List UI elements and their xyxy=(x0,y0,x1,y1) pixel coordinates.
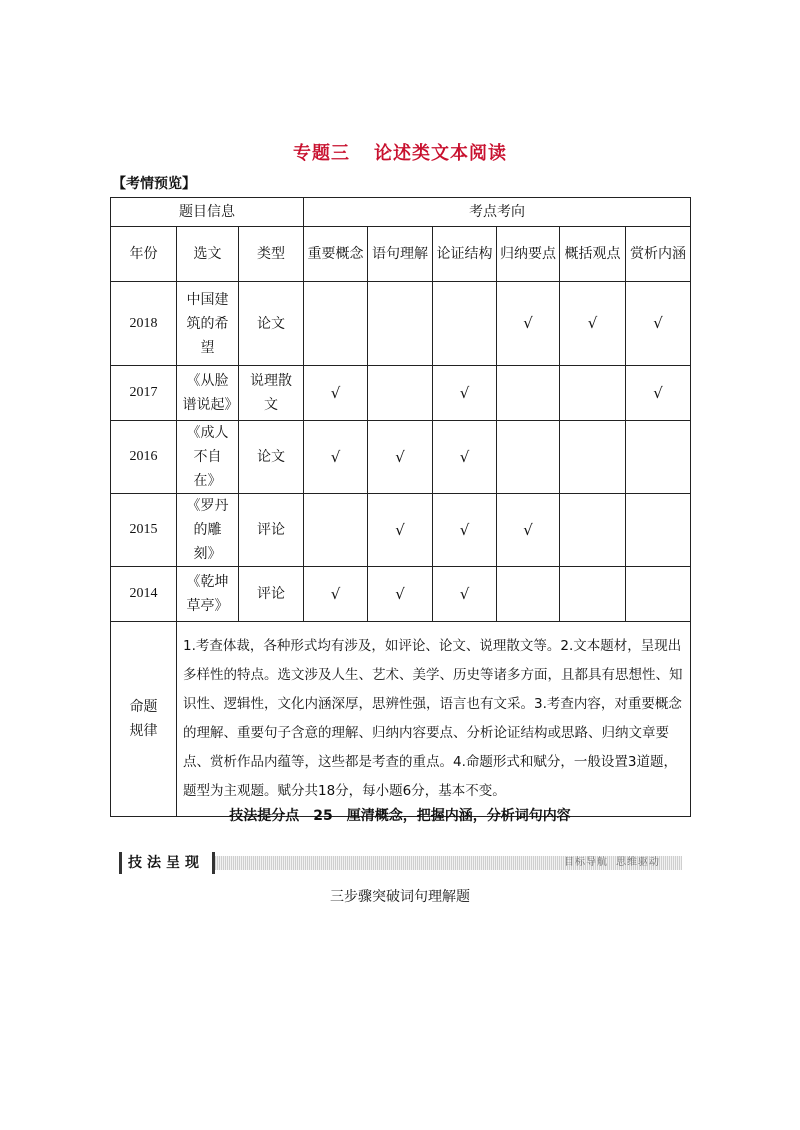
banner-left-label: 技法呈现 xyxy=(119,852,215,874)
cell-check xyxy=(560,282,626,366)
cell-type-value: 论文 xyxy=(257,315,285,332)
section-number: 25 xyxy=(313,808,333,824)
cell-check xyxy=(497,282,560,366)
check-mark-icon: √ xyxy=(330,447,341,466)
preview-label: 【考情预览】 xyxy=(112,176,196,192)
cell-check xyxy=(560,567,626,622)
cell-check xyxy=(304,366,368,421)
check-mark-icon: √ xyxy=(459,520,470,539)
check-mark-icon: √ xyxy=(587,314,598,332)
check-mark-icon: √ xyxy=(459,383,470,402)
technique-banner xyxy=(119,852,682,874)
cell-text xyxy=(177,421,239,494)
check-mark-icon: √ xyxy=(523,314,533,332)
banner-right-1: 目标导航 xyxy=(564,857,608,868)
check-mark-icon: √ xyxy=(395,520,405,539)
check-mark-icon: √ xyxy=(395,584,405,603)
cell-text-value: 《乾坤草亭》 xyxy=(186,574,229,614)
check-mark-icon: √ xyxy=(523,520,533,539)
cell-type xyxy=(239,282,304,366)
banner-right-2: 思维驱动 xyxy=(616,857,660,868)
cell-check xyxy=(433,494,497,567)
cell-check xyxy=(626,494,691,567)
cell-text-value: 中国建筑的希望 xyxy=(186,291,229,356)
exam-overview-table xyxy=(110,197,691,817)
cell-type-value: 评论 xyxy=(257,586,285,602)
cell-check xyxy=(626,421,691,494)
check-mark-icon: √ xyxy=(459,584,470,603)
cell-check xyxy=(626,282,691,366)
col-header-summary: 归纳要点 xyxy=(497,227,560,282)
cell-text-value: 《罗丹的雕刻》 xyxy=(186,498,229,562)
title-part2: 论述类文本阅读 xyxy=(374,143,507,164)
cell-type-value: 论文 xyxy=(257,449,285,465)
cell-check xyxy=(433,421,497,494)
cell-year: 2018 xyxy=(111,282,177,366)
cell-check xyxy=(560,366,626,421)
section-heading xyxy=(0,805,800,825)
cell-check xyxy=(560,494,626,567)
col-header-sentence: 语句理解 xyxy=(368,227,433,282)
check-mark-icon: √ xyxy=(330,584,341,603)
cell-type xyxy=(239,567,304,622)
table-row xyxy=(111,567,691,622)
cell-check xyxy=(368,366,433,421)
cell-type-value: 评论 xyxy=(257,522,285,538)
cell-check xyxy=(433,366,497,421)
cell-check xyxy=(497,366,560,421)
cell-text-value: 《从脸谱说起》 xyxy=(182,373,239,413)
cell-type xyxy=(239,421,304,494)
cell-year: 2016 xyxy=(111,421,177,494)
col-header-type: 类型 xyxy=(239,227,304,282)
check-mark-icon: √ xyxy=(395,447,405,466)
rule-label: 命题规律 xyxy=(111,622,177,817)
check-mark-icon: √ xyxy=(653,314,663,332)
cell-check xyxy=(497,494,560,567)
cell-check xyxy=(626,567,691,622)
col-header-appreciation: 赏析内涵 xyxy=(626,227,691,282)
banner-right xyxy=(564,854,660,872)
cell-type-value: 说理散文 xyxy=(250,373,292,413)
cell-check xyxy=(304,421,368,494)
group-header-exam-points: 考点考向 xyxy=(304,198,691,227)
cell-year: 2014 xyxy=(111,567,177,622)
cell-check xyxy=(626,366,691,421)
cell-type xyxy=(239,366,304,421)
cell-check xyxy=(433,282,497,366)
cell-text xyxy=(177,567,239,622)
cell-check xyxy=(304,567,368,622)
table-row xyxy=(111,494,691,567)
cell-check xyxy=(368,282,433,366)
steps-title: 三步骤突破词句理解题 xyxy=(330,889,470,905)
page-title xyxy=(0,139,800,165)
cell-check xyxy=(304,494,368,567)
cell-check xyxy=(368,494,433,567)
table-row xyxy=(111,282,691,366)
section-label: 技法提分点 xyxy=(229,808,300,824)
table-row xyxy=(111,421,691,494)
col-header-text: 选文 xyxy=(177,227,239,282)
cell-check xyxy=(497,421,560,494)
check-mark-icon: √ xyxy=(459,447,470,466)
section-text: 厘清概念，把握内涵，分析词句内容 xyxy=(346,808,571,824)
cell-text xyxy=(177,282,239,366)
title-part1: 专题三 xyxy=(293,143,350,164)
cell-text-value: 《成人不自在》 xyxy=(186,425,229,489)
cell-type xyxy=(239,494,304,567)
cell-check xyxy=(497,567,560,622)
cell-text xyxy=(177,366,239,421)
rule-row xyxy=(111,622,691,817)
cell-check xyxy=(304,282,368,366)
group-header-question-info: 题目信息 xyxy=(111,198,304,227)
col-header-structure: 论证结构 xyxy=(433,227,497,282)
cell-check xyxy=(433,567,497,622)
cell-year: 2015 xyxy=(111,494,177,567)
column-header-row xyxy=(111,227,691,282)
check-mark-icon: √ xyxy=(653,383,663,402)
cell-check xyxy=(368,421,433,494)
cell-year: 2017 xyxy=(111,366,177,421)
rule-text: 1.考查体裁，各种形式均有涉及，如评论、论文、说理散文等。2.文本题材，呈现出多样性的特点。选文涉及人生、艺术、美学、历史等诸多方面，且都具有思想性、知识性、逻辑性，文化内涵深厚，思辨性强，语言也有文采。3.考查内容，对重要概念的理解、重要句子含意的理解、归纳内容要点、分析论证结构或思路、归纳文章要点、赏析作品内蕴等，这些都是考查的重点。4.命题形式和赋分，一般设置3道题，题型为主观题。赋分共18分，每小题6分，基本不变。 xyxy=(177,622,691,817)
col-header-concept: 重要概念 xyxy=(304,227,368,282)
cell-text xyxy=(177,494,239,567)
cell-check xyxy=(368,567,433,622)
check-mark-icon: √ xyxy=(330,383,341,402)
table-row xyxy=(111,366,691,421)
cell-check xyxy=(560,421,626,494)
col-header-viewpoint: 概括观点 xyxy=(560,227,626,282)
col-header-year: 年份 xyxy=(111,227,177,282)
